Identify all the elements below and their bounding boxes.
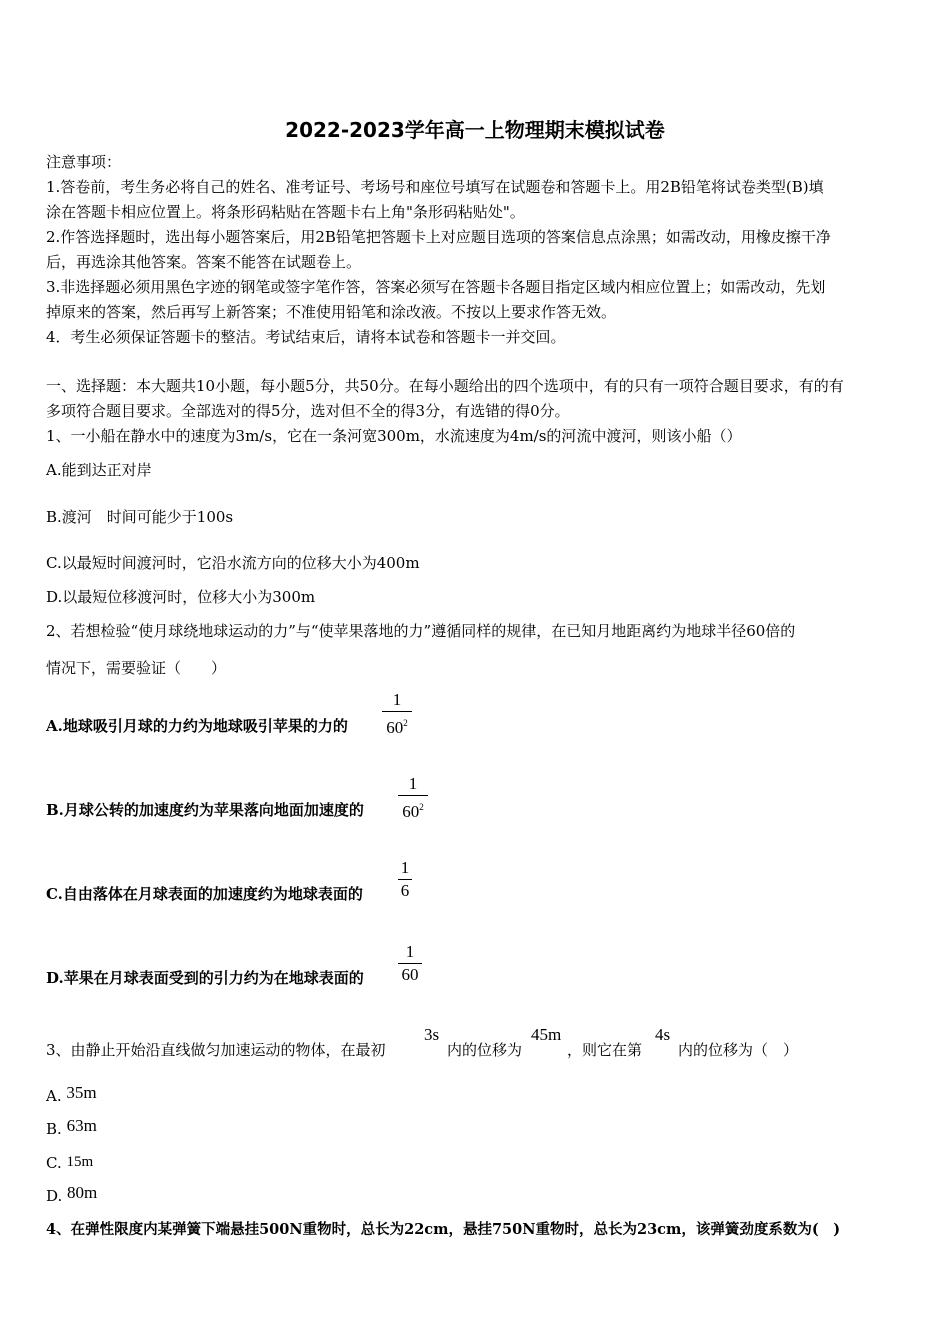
question-3-option-b: B. 63m — [46, 1116, 97, 1138]
fraction-bar — [398, 795, 428, 796]
fraction-numerator: 1 — [405, 942, 415, 961]
question-3-option-a: A. 35m — [46, 1083, 97, 1105]
question-1-option-c: C.以最短时间渡河时，它沿水流方向的位移大小为400m — [46, 554, 420, 572]
question-2-option-c: C.自由落体在月球表面的加速度约为地球表面的 — [46, 885, 363, 903]
question-2-option-d: D.苹果在月球表面受到的引力约为在地球表面的 — [46, 969, 364, 987]
question-2-stem: 情况下，需要验证（ ） — [46, 659, 227, 677]
notice-line: 4．考生必须保证答题卡的整洁。考试结束后，请将本试卷和答题卡一并交回。 — [46, 328, 566, 346]
math-value: 45m — [531, 1025, 562, 1044]
question-2-stem: 2、若想检验“使月球绕地球运动的力”与“使苹果落地的力”遵循同样的规律，在已知月地距离约为地球半径60倍的 — [46, 622, 796, 640]
notice-line: 2.作答选择题时，选出每小题答案后，用2B铅笔把答题卡上对应题目选项的答案信息点涂黑；如需改动，用橡皮擦干净 — [46, 228, 831, 246]
fraction-bar — [398, 879, 412, 880]
question-1-option-d: D.以最短位移渡河时，位移大小为300m — [46, 588, 316, 606]
question-3-stem-part: 3、由静止开始沿直线做匀加速运动的物体，在最初 — [46, 1041, 386, 1059]
fraction-numerator: 1 — [392, 690, 402, 709]
question-3-stem-part: 内的位移为（ ） — [678, 1041, 799, 1059]
notice-line: 掉原来的答案，然后再写上新答案；不准使用铅笔和涂改液。不按以上要求作答无效。 — [46, 303, 617, 321]
section-heading: 一、选择题：本大题共10小题，每小题5分，共50分。在每小题给出的四个选项中，有的只有一项符合题目要求，有的有 — [46, 377, 844, 395]
notice-line: 后，再选涂其他答案。答案不能答在试题卷上。 — [46, 253, 362, 271]
question-1-stem: 1、一小船在静水中的速度为3m/s，它在一条河宽300m，水流速度为4m/s的河流中渡河，则该小船（） — [46, 427, 742, 445]
fraction-numerator: 1 — [408, 774, 418, 793]
question-2-option-a: A.地球吸引月球的力约为地球吸引苹果的力的 — [46, 717, 348, 735]
math-value: 3s — [424, 1025, 440, 1044]
question-4-stem: 4、在弹性限度内某弹簧下端悬挂500N重物时，总长为22cm，悬挂750N重物时，总长为23cm，该弹簧劲度系数为( ) — [46, 1221, 841, 1238]
notice-line: 3.非选择题必须用黑色字迹的钢笔或签字笔作答，答案必须写在答题卡各题目指定区域内相应位置上；如需改动，先划 — [46, 278, 826, 296]
question-3-option-d: D. 80m — [46, 1183, 98, 1205]
fraction — [398, 942, 422, 985]
notice-line: 1.答卷前，考生务必将自己的姓名、准考证号、考场号和座位号填写在试题卷和答题卡上。用2B铅笔将试卷类型(B)填 — [46, 178, 824, 196]
notice-heading: 注意事项： — [46, 153, 122, 171]
question-3-stem-part: ，则它在第 — [567, 1041, 643, 1059]
page-title: 2022-2023学年高一上物理期末模拟试卷 — [285, 118, 665, 142]
fraction — [382, 690, 412, 738]
question-1-option-b: B.渡河 时间可能少于100s — [46, 508, 234, 526]
fraction — [398, 858, 412, 901]
question-1-option-a: A.能到达正对岸 — [46, 461, 152, 479]
notice-line: 涂在答题卡相应位置上。将条形码粘贴在答题卡右上角"条形码粘贴处"。 — [46, 203, 525, 221]
question-2-option-b: B.月球公转的加速度约为苹果落向地面加速度的 — [46, 801, 364, 819]
fraction-denominator: $60^2$ — [386, 718, 408, 737]
fraction-denominator: 60 — [401, 965, 419, 984]
fraction-denominator: 6 — [400, 881, 410, 900]
section-heading: 多项符合题目要求。全部选对的得5分，选对但不全的得3分，有选错的得0分。 — [46, 402, 570, 420]
fraction-bar — [398, 963, 422, 964]
fraction — [398, 774, 428, 822]
fraction-numerator: 1 — [400, 858, 410, 877]
question-3-stem-part: 内的位移为 — [447, 1041, 523, 1059]
fraction-bar — [382, 711, 412, 712]
question-3-option-c: C. 15m — [46, 1154, 94, 1172]
fraction-denominator: $60^2$ — [402, 802, 424, 821]
math-value: 4s — [655, 1025, 671, 1044]
